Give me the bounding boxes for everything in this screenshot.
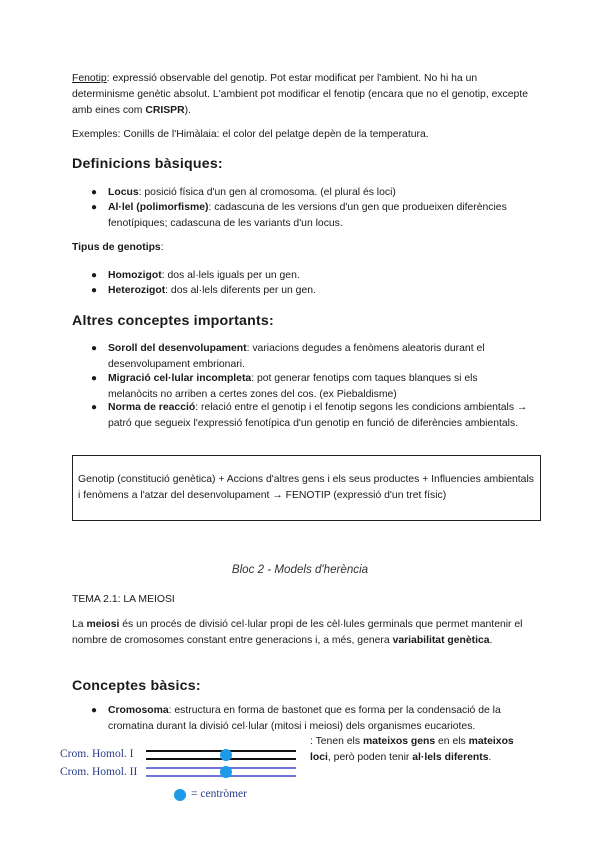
- list-item-soroll: [91, 341, 528, 373]
- fenotip-term: Fenotip: [72, 73, 107, 84]
- tema-title: TEMA 2.1: LA MEIOSI: [72, 594, 175, 605]
- item-term: Al·lel (polimorfisme): [108, 202, 209, 213]
- meiosi-text: és un procés de divisió cel·lular propi de les cèl·lules germinals que permet mantenir el nombre de cromosomes constant entre generacions i, a més, genera: [72, 619, 523, 646]
- homolegs-bold-1: mateixos gens: [362, 736, 436, 747]
- list-item-homozigot: [91, 268, 528, 284]
- item-text: : pot generar fenotips com taques blanques si els melanòcits no arriben a certes zones del cos. (ex Piebaldisme): [108, 373, 478, 400]
- list-item-migracio: [91, 371, 528, 403]
- list-item-locus: [91, 185, 528, 201]
- list-item-norma: [91, 400, 528, 432]
- list-item-heterozigot: [91, 283, 528, 299]
- centromere-legend-icon: [173, 788, 187, 802]
- item-text: : variacions degudes a fenòmens aleatoris durant el desenvolupament embrionari.: [108, 343, 485, 370]
- item-term: Locus: [108, 187, 139, 198]
- homolegs-pre: : Tenen els: [310, 736, 363, 747]
- bullet-icon: ●: [91, 285, 98, 296]
- item-term: Heterozigot: [108, 285, 166, 296]
- bullet-icon: ●: [91, 187, 98, 198]
- list-item-allel: [91, 200, 528, 232]
- exemples-paragraph: Exemples: Conills de l'Himàlaia: el color del pelatge depèn de la temperatura.: [72, 129, 429, 140]
- bullet-icon: ●: [91, 202, 98, 213]
- meiosi-pre: La: [72, 619, 87, 630]
- item-term: Cromosoma: [108, 705, 169, 716]
- chromosome-lines: [144, 742, 304, 784]
- crispr-term: CRISPR: [145, 105, 185, 116]
- centromere-legend: = centròmer: [191, 788, 247, 800]
- bullet-icon: ●: [91, 343, 98, 354]
- homolegs-mid-2: , però poden tenir: [327, 752, 413, 763]
- conceptes-heading: Conceptes bàsics:: [72, 678, 201, 694]
- definicions-heading: Definicions bàsiques:: [72, 156, 223, 172]
- item-text: : estructura en forma de bastonet que es forma per la condensació de la cromatina durant la divisió cel·lular (mitosi i meiosi) dels organismes eucariotes.: [108, 705, 501, 732]
- bullet-icon: ●: [91, 705, 98, 716]
- item-term: Migració cel·lular incompleta: [108, 373, 252, 384]
- meiosi-term: meiosi: [86, 619, 120, 630]
- item-term: Homozigot: [108, 270, 162, 281]
- centromere-1: [220, 749, 232, 761]
- bullet-icon: ●: [91, 270, 98, 281]
- variabilitat-term: variabilitat genètica: [392, 635, 490, 646]
- tipus-heading: [72, 242, 164, 253]
- centromere-2: [220, 766, 232, 778]
- meiosi-paragraph: [72, 617, 532, 649]
- item-text: : dos al·lels diferents per un gen.: [165, 285, 316, 296]
- homolegs-bold-3: al·lels diferents: [412, 752, 489, 763]
- item-text: : dos al·lels iguals per un gen.: [161, 270, 300, 281]
- fenotip-text-end: ).: [184, 105, 191, 116]
- list-item-cromosoma: [91, 703, 528, 735]
- item-text: : relació entre el genotip i el fenotip segons les condicions ambientals → patró que segueix l'expressió fenotípica d'un genotip en funció de diferències ambientals.: [108, 402, 528, 429]
- bloc-title: Bloc 2 - Models d'herència: [231, 563, 369, 576]
- chromosome-label-2: Crom. Homol. II: [60, 766, 138, 778]
- meiosi-post: .: [489, 635, 493, 646]
- bullet-icon: ●: [91, 373, 98, 384]
- homolegs-mid-1: en els: [435, 736, 469, 747]
- item-text: : cadascuna de les versions d'un gen que produeixen diferències fenotípiques; cadascuna de les variants d'un locus.: [108, 202, 507, 229]
- tipus-colon: :: [160, 242, 164, 253]
- item-term: Norma de reacció: [108, 402, 196, 413]
- fenotip-text: : expressió observable del genotip. Pot estar modificat per l'ambient. No hi ha un determinisme genètic absolut. L'ambient pot modificar el fenotip (encara que no el genotip, excepte amb eines com: [72, 73, 528, 116]
- item-text: : posició física d'un gen al cromosoma. (el plural és loci): [138, 187, 396, 198]
- summary-box: Genotip (constitució genètica) + Accions d'altres gens i els seus productes + Influencies ambientals i fenòmens a l'atzar del desenvolupament → FENOTIP (expressió d'un tret físic): [72, 455, 541, 521]
- legend-centromere: [174, 789, 186, 801]
- chromosome-label-1: Crom. Homol. I: [60, 748, 134, 760]
- altres-heading: Altres conceptes importants:: [72, 313, 274, 329]
- homolegs-post: .: [488, 752, 492, 763]
- fenotip-paragraph: [72, 71, 532, 119]
- tipus-heading-text: Tipus de genotips: [72, 242, 161, 253]
- homolegs-text: [310, 734, 535, 766]
- item-term: Soroll del desenvolupament: [108, 343, 247, 354]
- homolegs-bold-2: mateixos loci: [310, 736, 514, 763]
- bullet-icon: ●: [91, 402, 98, 413]
